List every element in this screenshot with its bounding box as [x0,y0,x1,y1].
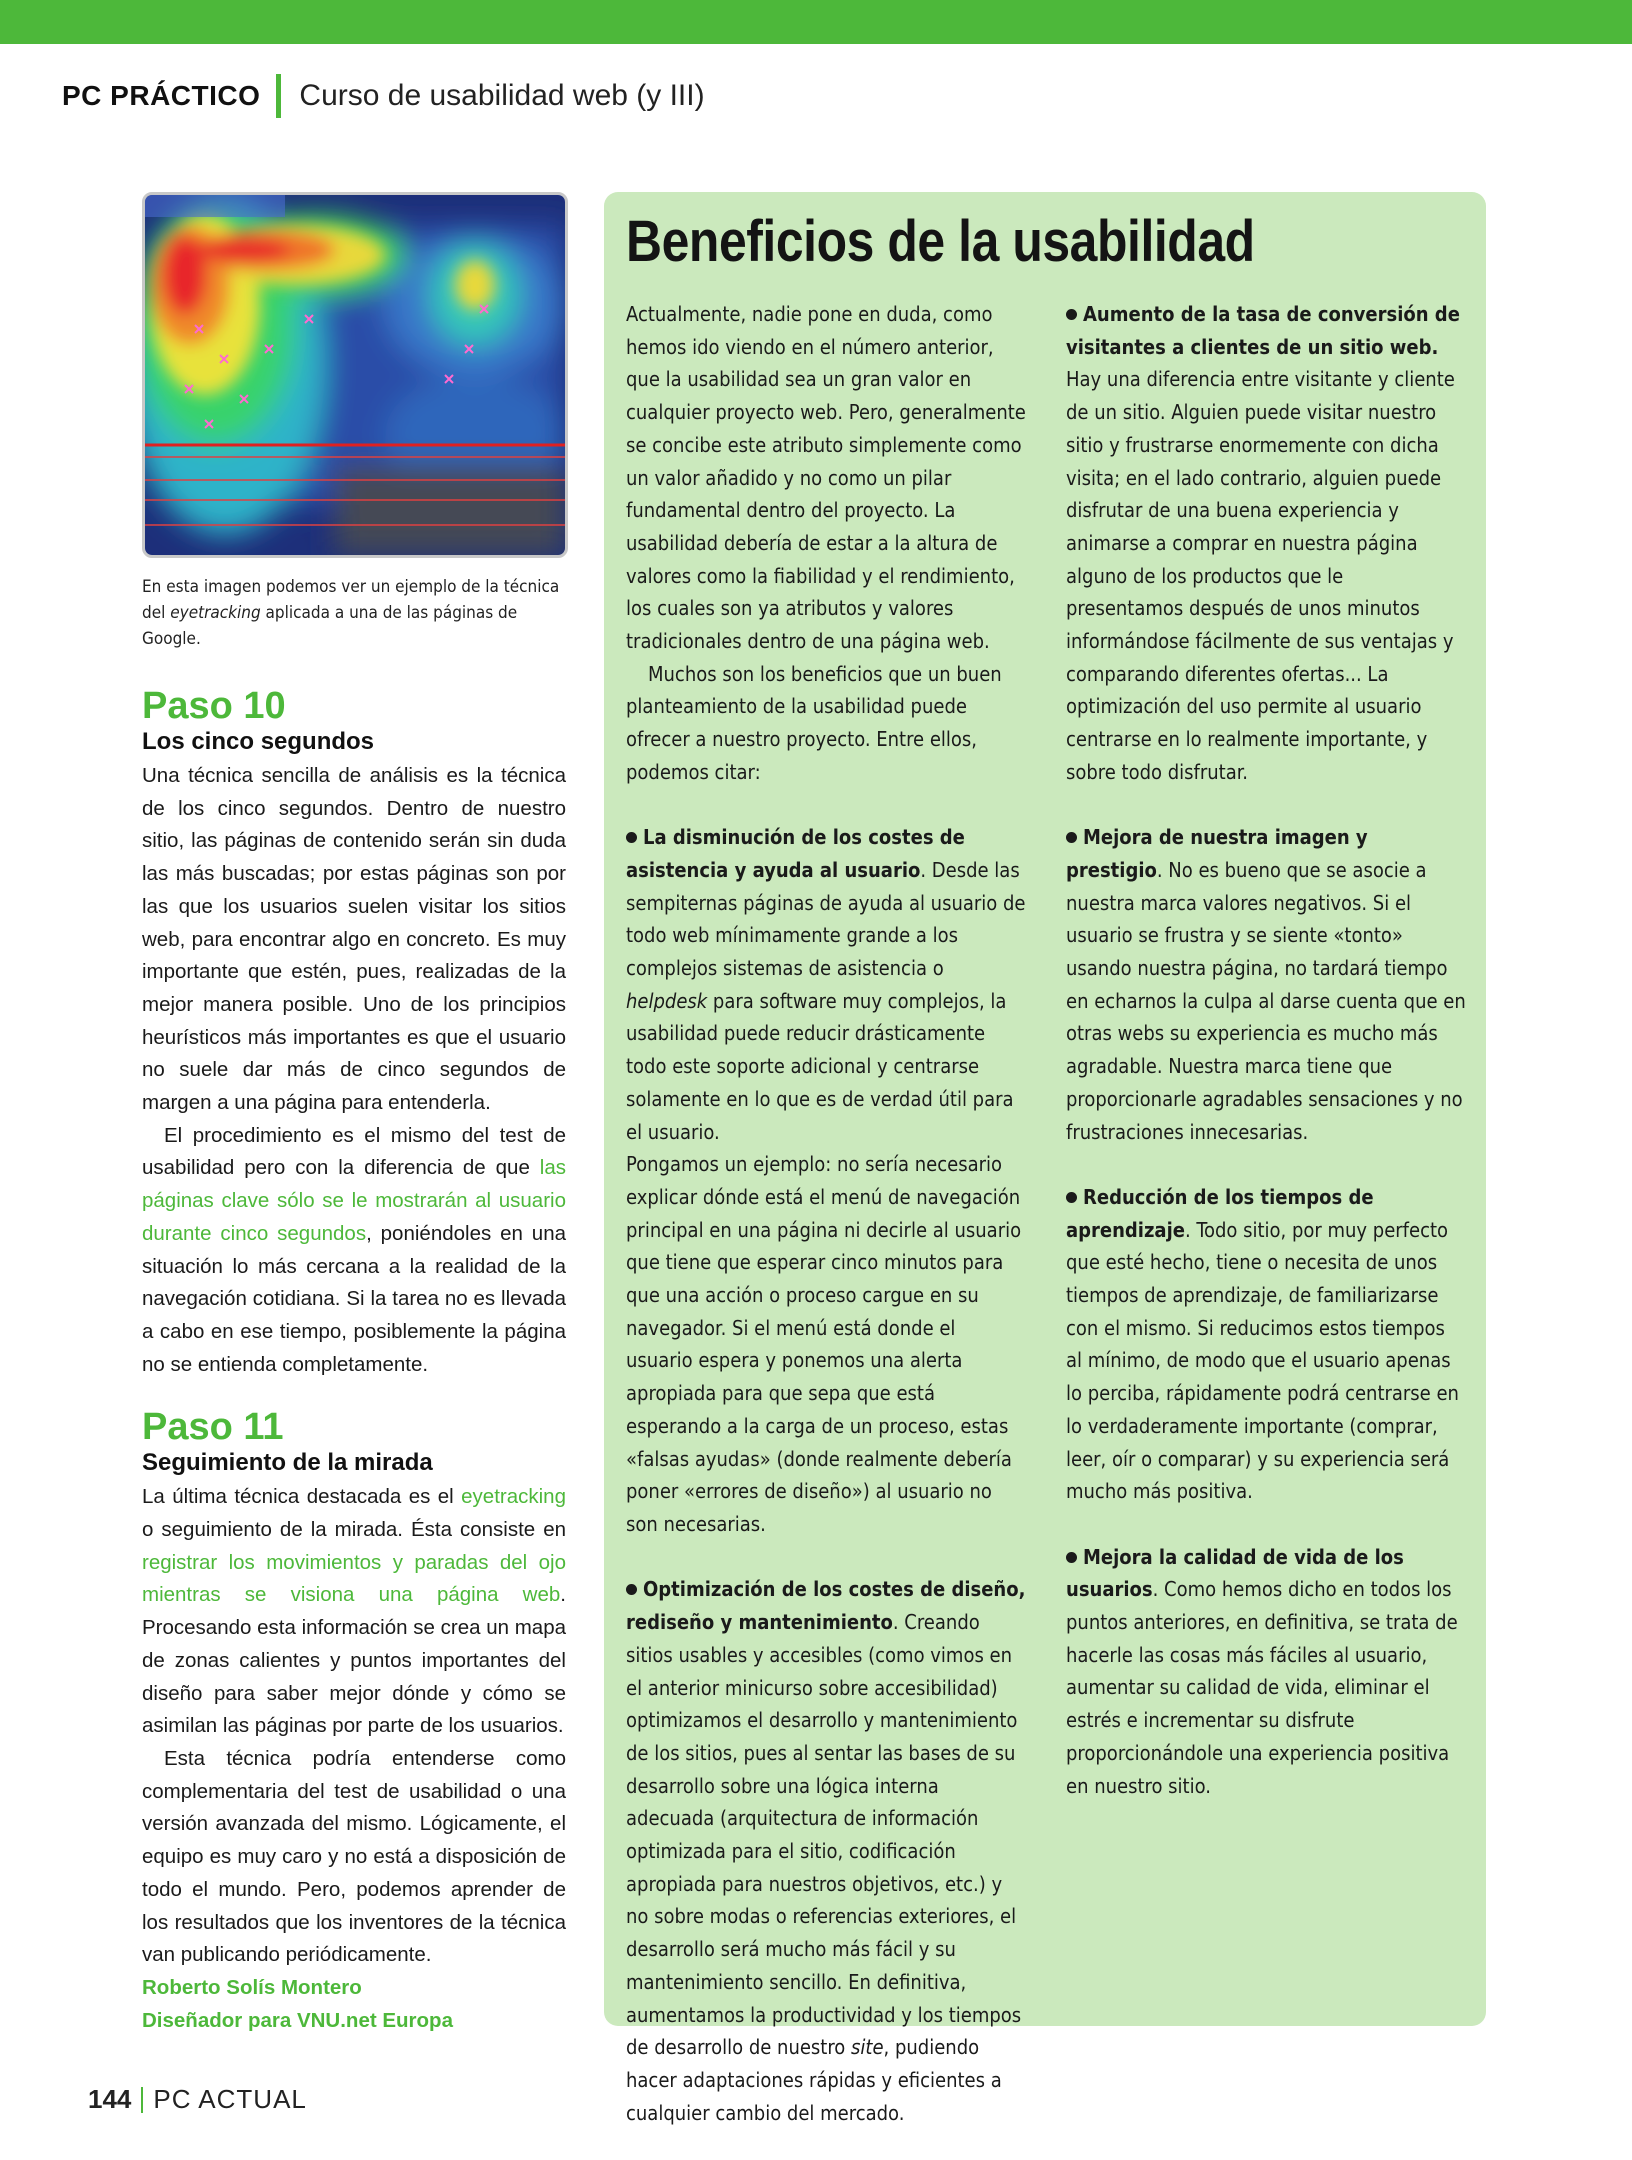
benefit-item-2 [626,1573,1026,2129]
spacer [1066,1148,1466,1181]
bullet-icon [626,1584,637,1595]
benefit-item-1-example: Pongamos un ejemplo: no sería necesario explicar dónde está el menú de navegación principal en una página ni decirle al usuario que tiene que esperar cinco minutos para que una acción o proceso cargue en su navegador. Si el menú está donde el usuario espera y ponemos una alerta apropiada para que sepa que está esperando a la carga de un proceso, estas «falsas ayudas» (donde realmente debería poner «errores de diseño») al usuario no son necesarias. [626,1152,1022,1536]
paso11-p1-highlight-2: registrar los movimientos y paradas del ojo mientras se visiona una página web [142,1550,566,1607]
paso11-title: Paso 11 [142,1406,284,1449]
benefit-6-heading: Mejora la calidad de vida de los usuarios [1066,1544,1404,1602]
bullet-icon [1066,1192,1077,1203]
paso10-subtitle: Los cinco segundos [142,728,375,755]
magazine-name: PC ACTUAL [153,2084,307,2114]
paso10-title: Paso 10 [142,685,286,727]
paso11-p1-text-b: o seguimiento de la mirada. Ésta consiste en [142,1518,566,1542]
page-footer [88,2084,307,2115]
benefit-5-heading: Reducción de los tiempos de aprendizaje [1066,1184,1374,1242]
caption-text-1: En esta imagen podemos ver un ejemplo de la técnica del [142,577,560,623]
bullet-icon [1066,1552,1077,1563]
spacer [626,789,1026,822]
paso11-p1-highlight-1: eyetracking [461,1485,566,1509]
left-column [142,192,566,2037]
benefit-2-heading: Optimización de los costes de diseño, rediseño y mantenimiento [626,1577,1026,1635]
benefit-1-heading: La disminución de los costes de asistencia y ayuda al usuario [626,825,965,882]
paso10-p2-highlight: las páginas clave sólo se le mostrarán al usuario durante cinco segundos [142,1156,566,1245]
benefit-2-text-a: . Creando sitios usables y accesibles (como vimos en el anterior minicurso sobre accesibilidad) optimizamos el desarrollo y mantenimiento de los sitios, pues al sentar las bases de su desarrollo sobre una lógica interna adecuada (arquitectura de información optimizada para el sitio, codificación apropiada para nuestros objetivos, etc.) y no sobre modas o referencias exteriores, el desarrollo será mucho más fácil y su mantenimiento sencillo. En definitiva, aumentamos la productividad y los tiempos de desarrollo de nuestro [626,1610,1022,2060]
benefit-1-text-b: para software muy complejos, la usabilidad puede reducir drásticamente todo este soporte adicional y centrarse solamente en lo que es de verdad útil para el usuario. [626,988,1014,1144]
section-label: PC PRÁCTICO [62,80,261,111]
benefit-2-text-b: , pudiendo hacer adaptaciones rápidas y eficientes a cualquier cambio del mercado. [626,2035,1002,2125]
benefits-intro-2: Muchos son los beneficios que un buen planteamiento de la usabilidad puede ofrecer a nuestro proyecto. Entre ellos, podemos citar: [626,661,1002,784]
author-role: Diseñador para VNU.net Europa [142,2008,453,2032]
heatmap-graphic [145,195,565,555]
bullet-icon [626,832,637,843]
paso11-paragraph-2: Esta técnica podría entenderse como complementaria del test de usabilidad o una versión avanzada del mismo. Lógicamente, el equipo es muy caro y no está a disposición de todo el mundo. Pero, podemos aprender de los resultados que los inventores de la técnica van publicando periódicamente. [142,1746,566,1967]
benefit-item-6 [1066,1541,1466,1803]
bullet-icon [1066,832,1077,843]
benefits-sidebar-box [604,192,1486,2125]
benefit-3-text: Hay una diferencia entre visitante y cliente de un sitio. Alguien puede visitar nuestro sitio y frustrarse enormemente con dicha visita; en el lado contrario, alguien puede disfrutar de una buena experiencia y animarse a comprar en nuestra página alguno de los productos que le presentamos después de unos minutos informándose fácilmente de sus ventajas y comparando diferentes ofertas... La optimización del uso permite al usuario centrarse en lo realmente importante, y sobre todo disfrutar. [1066,367,1455,784]
spacer [626,1541,1026,1574]
paso10-paragraph-2 [142,1120,566,1382]
caption-emphasis: eyetracking [170,603,261,623]
benefits-title: Beneficios de la usabilidad [626,209,1255,274]
page-header [62,74,705,118]
benefit-1-text-a: . Desde las sempiternas páginas de ayuda al usuario de todo web mínimamente grande a los complejos sistemas de asistencia o [626,857,1026,981]
author-name: Roberto Solís Montero [142,1975,362,1999]
footer-divider [141,2087,143,2113]
eyetracking-heatmap-image [142,192,568,558]
benefit-1-emphasis: helpdesk [626,988,708,1013]
benefit-6-text: . Como hemos dicho en todos los puntos anteriores, en definitiva, se trata de hacerle las cosas más fáciles al usuario, aumentar su calidad de vida, eliminar el estrés e incrementar su disfrute proporcionándole una experiencia positiva en nuestro sitio. [1066,1577,1458,1798]
page-number: 144 [88,2084,132,2114]
page-title: Curso de usabilidad web (y III) [299,79,705,112]
paso10-paragraph-1: Una técnica sencilla de análisis es la técnica de los cinco segundos. Dentro de nuestro sitio, las páginas de contenido serán sin duda las más buscadas; por estas páginas son por las que los usuarios suelen visitar los sitios web, para encontrar algo en concreto. Es muy importante que estén, pues, realizadas de la mejor manera posible. Uno de los principios heurísticos más importantes es que el usuario no suele dar más de cinco segundos de margen a una página para entenderla. [142,764,566,1115]
benefit-item-1 [626,821,1026,1148]
benefit-item-5 [1066,1181,1466,1508]
paso11-p1-text-c: . Procesando esta información se crea un mapa de zonas calientes y puntos importantes del diseño para saber mejor dónde y cómo se asimilan las páginas por parte de los usuarios. [142,1583,566,1738]
benefits-column-2 [1066,298,1466,1802]
spacer [1066,789,1466,822]
benefit-item-4 [1066,821,1466,1148]
benefit-3-heading: Aumento de la tasa de conversión de visitantes a clientes de un sitio web. [1066,302,1460,359]
benefits-intro-1: Actualmente, nadie pone en duda, como hemos ido viendo en el número anterior, que la usabilidad sea un gran valor en cualquier proyecto web. Pero, generalmente se concibe este atributo simplemente como un valor añadido y no como un pilar fundamental dentro del proyecto. La usabilidad debería de estar a la altura de valores como la fiabilidad y el rendimiento, los cuales son ya atributos y valores tradicionales dentro de una página web. [626,302,1026,654]
benefit-4-text: . No es bueno que se asocie a nuestra marca valores negativos. Si el usuario se frustra y se siente «tonto» usando nuestra página, no tardará tiempo en echarnos la culpa al darse cuenta que en otras webs su experiencia es mucho más agradable. Nuestra marca tiene que proporcionarle agradables sensaciones y no frustraciones innecesarias. [1066,857,1466,1144]
paso11-paragraph-1 [142,1481,566,1743]
paso11-p1-text-a: La última técnica destacada es el [142,1485,462,1509]
spacer [1066,1508,1466,1541]
top-color-bar [0,0,1632,44]
paso10-p2-text-a: El procedimiento es el mismo del test de usabilidad pero con la diferencia de que [142,1123,566,1180]
benefit-2-emphasis: site [851,2035,884,2060]
bullet-icon [1066,309,1077,320]
benefit-item-3 [1066,298,1466,789]
paso10-p2-text-b: , poniéndoles en una situación lo más cercana a la realidad de la navegación cotidiana. Si la tarea no es llevada a cabo en ese tiempo, posiblemente la página no se entienda completamente. [142,1221,567,1376]
benefit-5-text: . Todo sitio, por muy perfecto que esté hecho, tiene o necesita de unos tiempos de aprendizaje, de familiarizarse con el mismo. Si reducimos estos tiempos al mínimo, de modo que el usuario apenas lo perciba, rápidamente podrá centrarse en lo verdaderamente importante (comprar, leer, oír o comparar) y su experiencia será mucho más positiva. [1066,1217,1459,1504]
figure-caption [142,574,566,652]
benefits-column-1 [626,298,1026,2129]
benefit-4-heading: Mejora de nuestra imagen y prestigio [1066,825,1368,882]
caption-text-2: aplicada a una de las páginas de Google. [142,603,518,649]
paso11-subtitle: Seguimiento de la mirada [142,1449,433,1477]
header-divider [276,74,281,118]
